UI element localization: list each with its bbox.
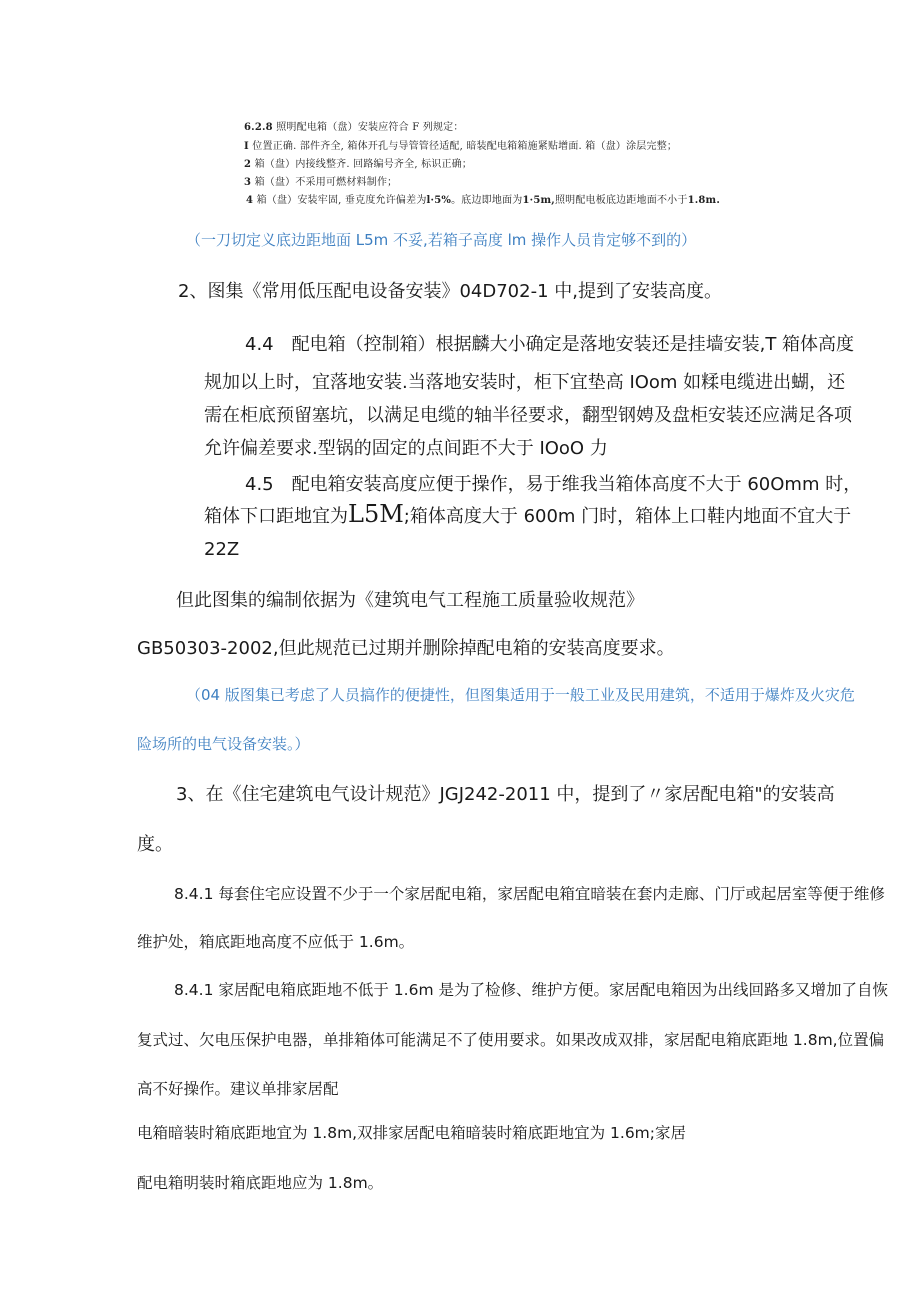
clause-8-4-1-a-line-1: 8.4.1 每套住宅应设置不少于一个家居配电箱，家居配电箱宜暗装在套内走廊、门厅或起居室等便于维修 <box>174 885 885 903</box>
spec-line-3 <box>244 155 472 170</box>
note-remark-1: （一刀切定义底边距地面 L5m 不妥,若箱子高度 lm 操作人员肯定够不到的） <box>186 231 697 249</box>
basis-line-1: 但此图集的编制依据为《建筑电气工程施工质量验收规范》 <box>176 590 644 611</box>
clause-4-5-text: 箱体下口距地宜为 <box>204 506 348 527</box>
spec-line-1 <box>244 118 464 133</box>
clause-8-4-1-a-line-2: 维护处，箱底距地高度不应低于 1.6m。 <box>137 933 415 951</box>
item-2-heading: 2、图集《常用低压配电设备安装》04D702-1 中,提到了安装高度。 <box>178 281 722 302</box>
clause-8-4-1-b-line-1: 8.4.1 家居配电箱底距地不低于 1.6m 是为了检修、维护方便。家居配电箱因为出线回路多又增加了自恢 <box>174 981 888 999</box>
spec-clause-title: 照明配电箱（盘）安装应符合 F 列规定： <box>276 122 464 133</box>
spec-clause-number: 6.2.8 <box>244 122 273 133</box>
spec-item-text: 位置正确. 部件齐全, 箱体开孔与导管管径适配, 暗装配电箱箱施紧贴增面. 箱（盘）涂层完整； <box>252 141 678 152</box>
clause-4-5-height-value: L5M <box>348 500 404 528</box>
clause-4-5-line-3: 22Z <box>204 539 240 560</box>
spec-item-text: 照明配电板底边距地面不小于 <box>554 195 688 206</box>
clause-8-4-1-b-line-3: 高不好操作。建议单排家居配 <box>137 1080 339 1098</box>
spec-line-4 <box>244 173 397 188</box>
spec-item-text: 。底边即地面为 <box>451 195 523 206</box>
clause-4-4-line-2: 规加以上时，宜落地安装.当落地安装时，柜下宜垫高 IOom 如糅电缆进出蝴，还 <box>204 372 846 393</box>
spec-item-number: I <box>244 141 249 152</box>
spec-item-text: 箱（盘）安装牢固, 垂克度允许偏差为 <box>256 195 427 206</box>
clause-8-4-1-b-line-5: 配电箱明装时箱底距地应为 1.8m。 <box>137 1174 384 1192</box>
clause-8-4-1-b-line-4: 电箱暗装时箱底距地宜为 1.8m,双排家居配电箱暗装时箱底距地宜为 1.6m;家居 <box>137 1124 687 1142</box>
basis-line-2: GB50303-2002,但此规范已过期并删除掉配电箱的安装高度要求。 <box>137 638 675 659</box>
clause-4-5-text: ;箱体高度大于 600m 门时，箱体上口鞋内地面不宜大于 <box>403 506 852 527</box>
note-remark-2-line-1: （04 版图集已考虑了人员搞作的便捷性，但图集适用于一般工业及民用建筑，不适用于爆炸及火灾危 <box>186 686 855 704</box>
spec-min-height: 1.8m. <box>687 195 721 206</box>
clause-4-5-line-2 <box>204 500 851 528</box>
spec-item-number: 4 <box>246 195 254 206</box>
spec-item-text: 箱（盘）不采用可燃材料制作； <box>254 177 398 188</box>
item-3-heading-line-1: 3、在《住宅建筑电气设计规范》JGJ242-2011 中，提到了〃家居配电箱"的安装高 <box>176 784 835 805</box>
spec-item-number: 2 <box>244 159 252 170</box>
clause-8-4-1-b-line-2: 复式过、欠电压保护电器，单排箱体可能满足不了使用要求。如果改成双排，家居配电箱底距地 1.8m,位置偏 <box>137 1031 885 1049</box>
spec-tolerance: l·5% <box>426 195 452 206</box>
spec-item-text: 箱（盘）内接线整齐. 回路编号齐全, 标识正确； <box>254 159 473 170</box>
clause-4-4-line-1: 4.4 配电箱（控制箱）根据麟大小确定是落地安装还是挂墙安装,T 箱体高度 <box>245 334 855 355</box>
spec-item-number: 3 <box>244 177 252 188</box>
note-remark-2-line-2: 险场所的电气设备安装。） <box>137 735 310 753</box>
clause-4-4-line-3: 需在柜底预留塞坑，以满足电缆的轴半径要求，翻型钢娉及盘柜安装还应满足各项 <box>204 405 852 426</box>
clause-4-5-line-1: 4.5 配电箱安装高度应便于操作，易于维我当箱体高度不大于 60Omm 时， <box>245 474 862 495</box>
clause-4-4-line-4: 允许偏差要求.型锅的固定的点间距不大于 IOoO 力 <box>204 438 608 459</box>
spec-height: 1·5m, <box>522 195 555 206</box>
spec-line-2 <box>244 137 677 152</box>
item-3-heading-line-2: 度。 <box>137 834 173 855</box>
spec-line-5 <box>246 191 720 206</box>
